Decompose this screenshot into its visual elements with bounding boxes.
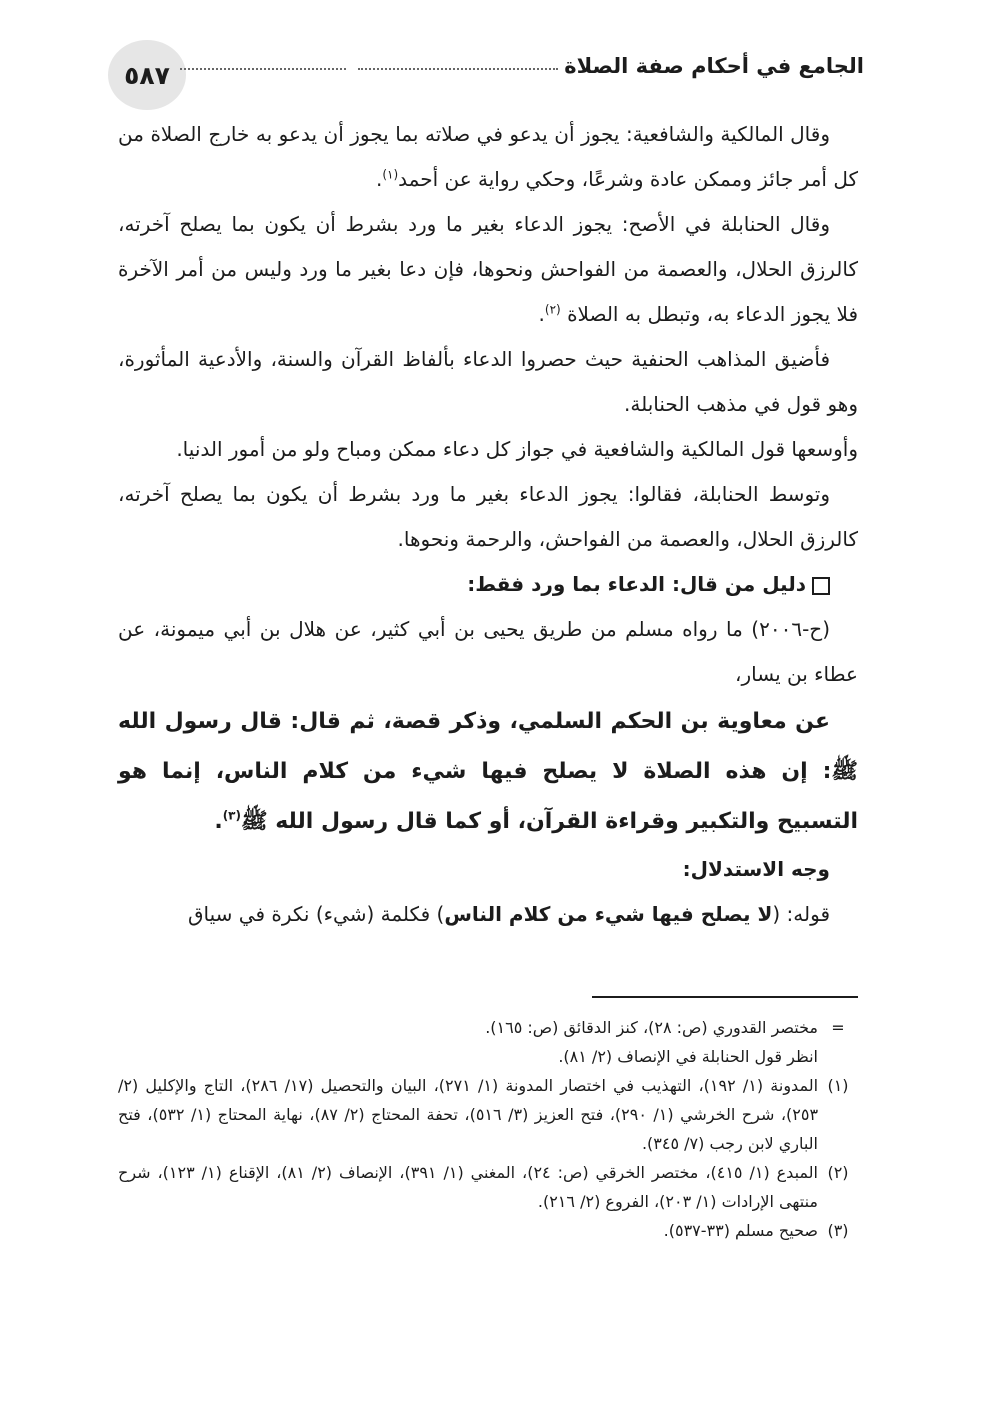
section-heading: وجه الاستدلال: bbox=[682, 857, 830, 881]
quoted-phrase: لا يصلح فيها شيء من كلام الناس bbox=[444, 902, 773, 926]
footnote-marker: (١) bbox=[827, 1076, 849, 1095]
footnote-text: صحيح مسلم (٣٣-٥٣٧). bbox=[663, 1221, 818, 1240]
footnote bbox=[118, 1216, 858, 1245]
footnote bbox=[118, 1071, 858, 1158]
page-number: ٥٨٧ bbox=[108, 40, 186, 110]
paragraph: وأوسعها قول المالكية والشافعية في جواز كل دعاء ممكن ومباح ولو من أمور الدنيا. bbox=[176, 437, 858, 461]
footnote-text: انظر قول الحنابلة في الإنصاف (٢/ ٨١). bbox=[558, 1047, 818, 1066]
running-title bbox=[180, 54, 864, 78]
footnotes bbox=[118, 1013, 858, 1245]
footnote-marker: (٢) bbox=[827, 1163, 849, 1182]
paragraph-text: وقال المالكية والشافعية: يجوز أن يدعو في صلاته بما يجوز أن يدعو به خارج الصلاة من كل أمر جائز وممكن عادة وشرعًا، وحكي رواية عن أحمد bbox=[118, 122, 858, 191]
paragraph bbox=[118, 892, 858, 937]
footnote-ref[interactable]: (١) bbox=[382, 167, 399, 182]
heading-text: دليل من قال: الدعاء بما ورد فقط: bbox=[467, 572, 806, 596]
paragraph-text: وقال الحنابلة في الأصح: يجوز الدعاء بغير ما ورد بشرط أن يكون بما يصلح آخرته، كالرزق الحلال، والعصمة من الفواحش ونحوها، فإن دعا بغير ما ورد وليس من أمر الآخرة فلا يجوز الدعاء به، وتبطل به الصلاة bbox=[118, 212, 858, 326]
main-text bbox=[118, 112, 858, 937]
dotted-leader bbox=[180, 68, 346, 70]
paragraph-text: ) فكلمة (شيء) نكرة في سياق bbox=[188, 902, 445, 926]
footnote-text: المدونة (١/ ١٩٢)، التهذيب في اختصار المدونة (١/ ٢٧١)، البيان والتحصيل (١٧/ ٢٨٦)، التاج والإكليل (٢/ ٢٥٣)، شرح الخرشي (١/ ٢٩٠)، فتح العزيز (٣/ ٥١٦)، تحفة المحتاج (٢/ ٨٧)، نهاية المحتاج (١/ ٥٣٢)، فتح الباري لابن رجب (٧/ ٣٤٥). bbox=[118, 1076, 819, 1153]
paragraph: وقال الحنابلة في الأصح: يجوز الدعاء بغير ما ورد بشرط أن يكون بما يصلح آخرته، كالرزق الحلال، والعصمة من الفواحش ونحوها، فإن دعا بغير ما ورد وليس من أمر الآخرة فلا يجوز الدعاء به، وتبطل به الصلاة $^{(٢)}$. bbox=[118, 212, 858, 326]
footnote-marker: = bbox=[831, 1018, 845, 1037]
paragraph: فأضيق المذاهب الحنفية حيث حصروا الدعاء بألفاظ القرآن والسنة، والأدعية المأثورة، وهو قول في مذهب الحنابلة. bbox=[118, 347, 858, 416]
checkbox-square-icon bbox=[812, 577, 830, 595]
footnote-ref[interactable]: (٣) bbox=[222, 808, 241, 823]
footnote-text: المبدع (١/ ٤١٥)، مختصر الخرقي (ص: ٢٤)، المغني (١/ ٣٩١)، الإنصاف (٢/ ٨١)، الإقناع (١/ ١٢٣)، شرح منتهى الإرادات (١/ ٢٠٣)، الفروع (٢/ ٢١٦). bbox=[118, 1163, 818, 1211]
footnote bbox=[118, 1158, 858, 1216]
paragraph-text: قوله: ( bbox=[772, 902, 830, 926]
paragraph: وتوسط الحنابلة، فقالوا: يجوز الدعاء بغير ما ورد بشرط أن يكون بما يصلح آخرته، كالرزق الحلال، والعصمة من الفواحش، والرحمة ونحوها. bbox=[118, 482, 858, 551]
paragraph: وقال المالكية والشافعية: يجوز أن يدعو في صلاته بما يجوز أن يدعو به خارج الصلاة من كل أمر جائز وممكن عادة وشرعًا، وحكي رواية عن أحمد$^{(١)}$. bbox=[118, 122, 858, 191]
book-title: الجامع في أحكام صفة الصلاة bbox=[564, 54, 864, 78]
footnote-ref[interactable]: (٢) bbox=[544, 302, 561, 317]
section-heading bbox=[118, 562, 858, 607]
footnote-separator bbox=[592, 996, 858, 998]
footnote-text: مختصر القدوري (ص: ٢٨)، كنز الدقائق (ص: ١٦٥). bbox=[485, 1018, 818, 1037]
page-header bbox=[108, 40, 864, 110]
hadith-text: عن معاوية بن الحكم السلمي، وذكر قصة، ثم قال: قال رسول الله ﷺ: إن هذه الصلاة لا يصلح فيها شيء من كلام الناس، إنما هو التسبيح والتكبير وقراءة القرآن، أو كما قال رسول الله ﷺ$^{(٣)}$. bbox=[118, 709, 858, 834]
footnote-marker: (٣) bbox=[827, 1221, 849, 1240]
hadith-body: عن معاوية بن الحكم السلمي، وذكر قصة، ثم قال: قال رسول الله ﷺ: إن هذه الصلاة لا يصلح فيها شيء من كلام الناس، إنما هو التسبيح والتكبير وقراءة القرآن، أو كما قال رسول الله ﷺ bbox=[118, 709, 858, 834]
paragraph: (ح-٢٠٠٦) ما رواه مسلم من طريق يحيى بن أبي كثير، عن هلال بن أبي ميمونة، عن عطاء بن يسار، bbox=[118, 617, 858, 686]
footnote-continuation bbox=[118, 1013, 858, 1042]
dotted-leader bbox=[358, 68, 558, 70]
